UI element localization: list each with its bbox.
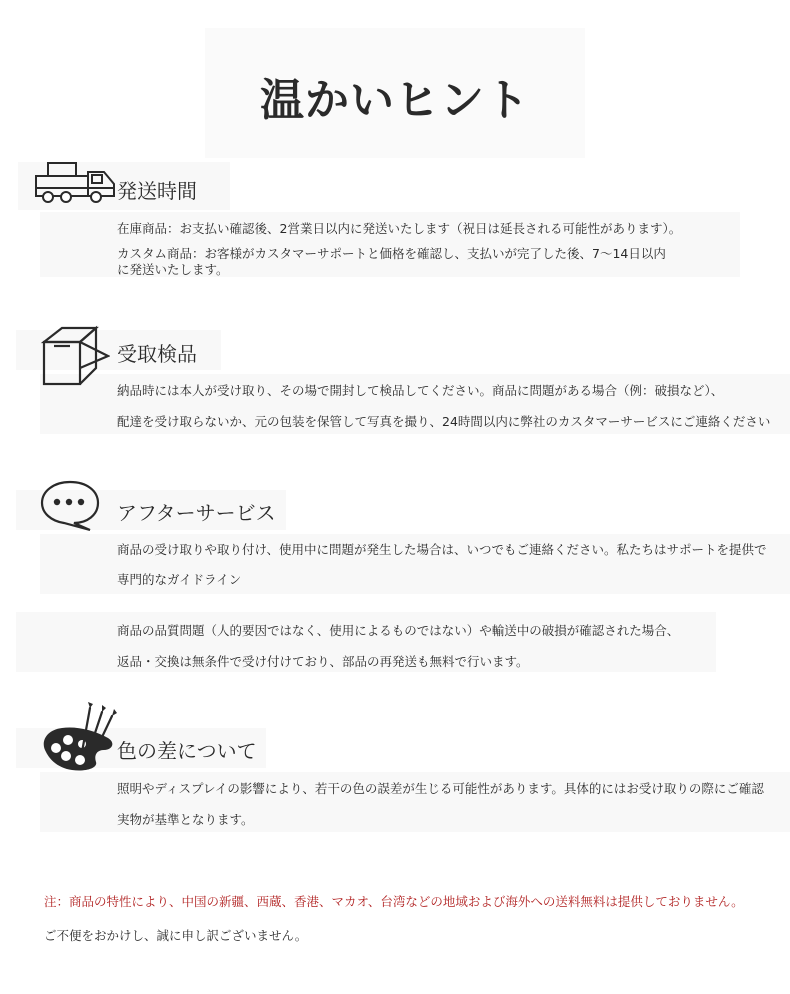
shipping-line-1: 在庫商品：お支払い確認後、2営業日以内に発送いたします（祝日は延長される可能性があります）。 xyxy=(117,221,682,236)
inspection-line-1: 納品時には本人が受け取り、その場で開封して検品してください。商品に問題がある場合（例：破損など）、 xyxy=(117,383,724,398)
color-line-2: 実物が基準となります。 xyxy=(117,812,254,827)
shipping-line-2: カスタム商品：お客様がカスタマーサポートと価格を確認し、支払いが完了した後、7～14日以内 xyxy=(117,246,666,261)
inspection-line-2: 配達を受け取らないか、元の包装を保管して写真を撮り、24時間以内に弊社のカスタマーサービスにご連絡ください xyxy=(117,414,771,429)
truck-icon xyxy=(34,160,118,206)
after-sales-line-4: 返品・交換は無条件で受け付けており、部品の再発送も無料で行います。 xyxy=(117,654,529,669)
shipping-warning-note: 注：商品の特性により、中国の新疆、西蔵、香港、マカオ、台湾などの地域および海外への送料無料は提供しておりません。 xyxy=(44,894,744,909)
color-line-1: 照明やディスプレイの影響により、若干の色の誤差が生じる可能性があります。具体的にはお受け取りの際にご確認 xyxy=(117,781,764,796)
chat-bubble-icon xyxy=(40,478,104,534)
section-title-after-sales: アフターサービス xyxy=(117,501,276,525)
package-box-icon xyxy=(40,324,110,388)
after-sales-line-3: 商品の品質問題（人的要因ではなく、使用によるものではない）や輸送中の破損が確認された場合、 xyxy=(117,623,680,638)
section-title-inspection: 受取検品 xyxy=(117,342,197,366)
apology-note: ご不便をおかけし、誠に申し訳ございません。 xyxy=(44,928,308,943)
after-sales-line-1: 商品の受け取りや取り付け、使用中に問題が発生した場合は、いつでもご連絡ください。私たちはサポートを提供で xyxy=(117,542,767,557)
section-title-color-difference: 色の差について xyxy=(117,739,257,763)
paint-palette-icon xyxy=(38,702,118,774)
page-title: 温かいヒント xyxy=(260,75,530,126)
shipping-line-3: に発送いたします。 xyxy=(117,262,229,277)
section-title-shipping: 発送時間 xyxy=(117,179,197,203)
after-sales-line-2: 専門的なガイドライン xyxy=(117,572,242,587)
